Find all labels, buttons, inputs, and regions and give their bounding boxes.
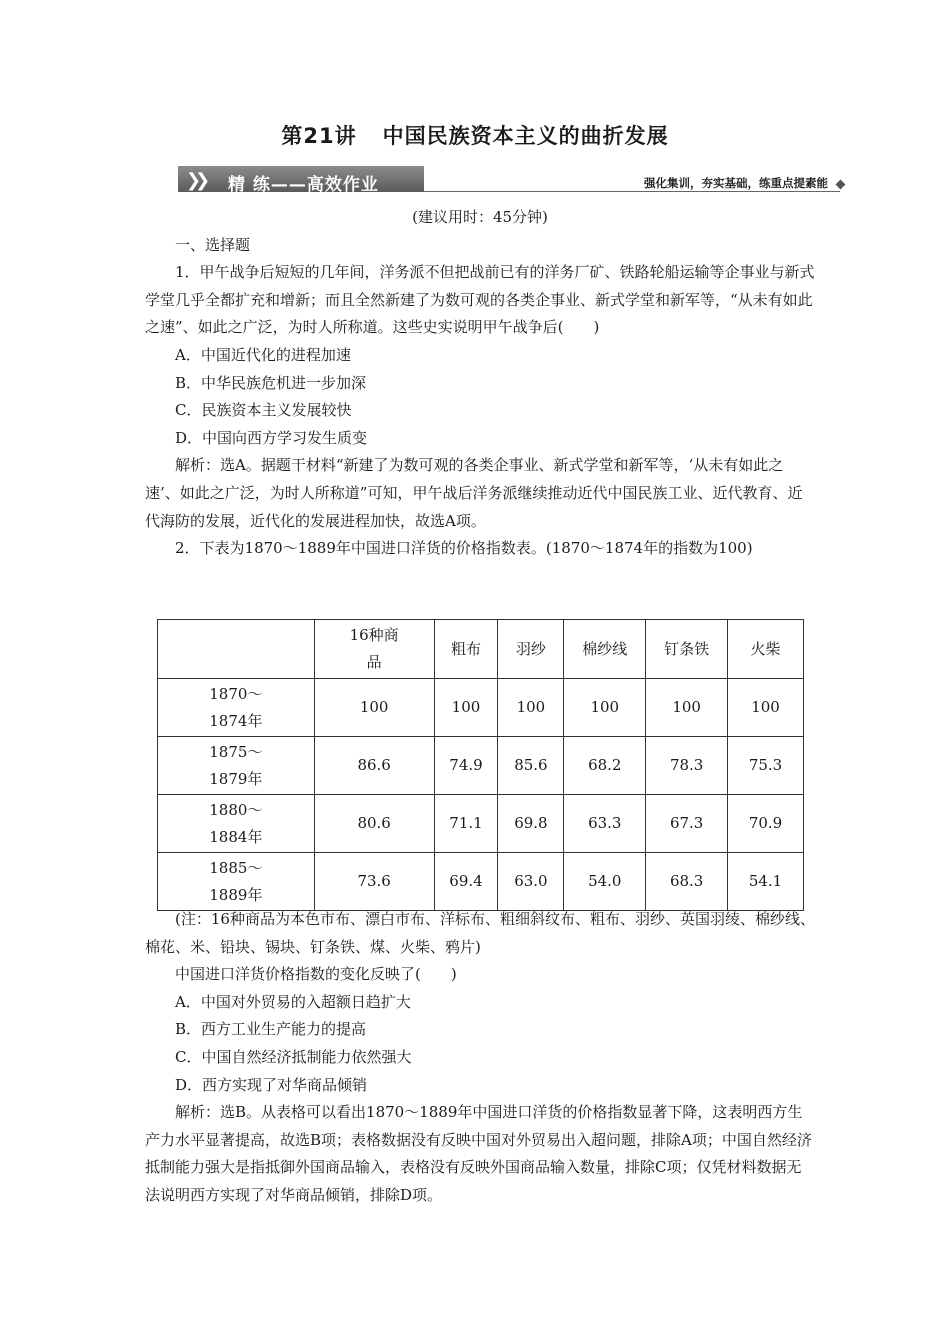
question-2-option-d: D．西方实现了对华商品倾销 (175, 1075, 368, 1094)
table-header-cell: 粗布 (434, 620, 498, 679)
question-block-2 (145, 906, 815, 1210)
table-cell: 54.1 (728, 853, 804, 911)
table-header-cell: 钉条铁 (646, 620, 728, 679)
page-title (0, 120, 950, 150)
table-header-cell (314, 620, 434, 679)
table-cell: 100 (314, 679, 434, 737)
banner-label: 精 练——高效作业 (228, 175, 379, 195)
question-block-1 (145, 204, 815, 563)
question-1-option-d: D．中国向西方学习发生质变 (175, 428, 368, 447)
question-2-option-b: B．西方工业生产能力的提高 (175, 1020, 367, 1039)
table-cell: 54.0 (564, 853, 646, 911)
price-index-table (157, 619, 804, 911)
table-header-cell: 火柴 (728, 620, 804, 679)
banner-slogan: 强化集训，夯实基础，练重点提素能 (644, 176, 828, 190)
table-cell-period (158, 737, 315, 795)
period-label: 1875～1879年 (209, 742, 263, 788)
question-2-stem: 2．下表为1870～1889年中国进口洋货的价格指数表。(1870～1874年的指数为100) (175, 539, 753, 558)
question-2-prompt: 中国进口洋货价格指数的变化反映了( ) (175, 965, 457, 984)
table-cell: 100 (728, 679, 804, 737)
table-cell: 100 (646, 679, 728, 737)
table-cell: 78.3 (646, 737, 728, 795)
table-cell: 71.1 (434, 795, 498, 853)
question-1-stem: 1．甲午战争后短短的几年间，洋务派不但把战前已有的洋务厂矿、铁路轮船运输等企事业与新式学堂几乎全都扩充和增新；而且全然新建了为数可观的各类企事业、新式学堂和新军等，“从未有如此之速”、如此之广泛，为时人所称道。这些史实说明甲午战争后( ) (145, 263, 815, 337)
table-header-cell: 棉纱线 (564, 620, 646, 679)
table-cell-period (158, 853, 315, 911)
table-cell: 100 (564, 679, 646, 737)
question-1-option-a: A．中国近代化的进程加速 (175, 345, 351, 364)
table-header-cell: 羽纱 (498, 620, 564, 679)
table-cell: 63.3 (564, 795, 646, 853)
chevron-right-icon: ❯❯ (186, 170, 205, 191)
lecture-number: 第21讲 (281, 124, 357, 148)
table-cell-period (158, 795, 315, 853)
table-cell: 63.0 (498, 853, 564, 911)
table-cell: 80.6 (314, 795, 434, 853)
table-cell: 100 (434, 679, 498, 737)
banner-divider (424, 191, 840, 192)
table-cell: 86.6 (314, 737, 434, 795)
table-row (158, 737, 804, 795)
table-cell: 100 (498, 679, 564, 737)
period-label: 1885～1889年 (209, 858, 263, 904)
table-cell: 73.6 (314, 853, 434, 911)
table-header-row (158, 620, 804, 679)
question-2-option-a: A．中国对外贸易的入超额日趋扩大 (175, 992, 411, 1011)
question-1-option-c: C．民族资本主义发展较快 (175, 401, 352, 420)
period-label: 1880～1884年 (209, 800, 263, 846)
table-cell: 69.8 (498, 795, 564, 853)
table-row (158, 679, 804, 737)
section-banner (178, 164, 848, 194)
table-row (158, 795, 804, 853)
table-header-cell (158, 620, 315, 679)
table-cell: 85.6 (498, 737, 564, 795)
diamond-icon (836, 180, 846, 190)
table-row (158, 853, 804, 911)
table-cell: 67.3 (646, 795, 728, 853)
table-cell: 74.9 (434, 737, 498, 795)
section-heading: 一、选择题 (175, 235, 251, 254)
question-1-analysis: 解析：选A。据题干材料“新建了为数可观的各类企事业、新式学堂和新军等，‘从未有如此之速’、如此之广泛，为时人所称道”可知，甲午战后洋务派继续推动近代中国民族工业、近代教育、近代海防的发展，近代化的发展进程加快，故选A项。 (145, 456, 803, 530)
question-1-option-b: B．中华民族危机进一步加深 (175, 373, 367, 392)
time-note: (建议用时：45分钟) (412, 208, 548, 226)
table-cell: 69.4 (434, 853, 498, 911)
table-cell: 70.9 (728, 795, 804, 853)
lecture-topic: 中国民族资本主义的曲折发展 (382, 124, 669, 148)
period-label: 1870～1874年 (209, 684, 263, 730)
table-cell: 75.3 (728, 737, 804, 795)
question-2-analysis: 解析：选B。从表格可以看出1870～1889年中国进口洋货的价格指数显著下降，这表明西方生产力水平显著提高，故选B项；表格数据没有反映中国对外贸易出入超问题，排除A项；中国自然经济抵制能力强大是指抵御外国商品输入，表格没有反映外国商品输入数量，排除C项；仅凭材料数据无法说明西方实现了对华商品倾销，排除D项。 (145, 1103, 812, 1204)
table-note: (注：16种商品为本色市布、漂白市布、洋标布、粗细斜纹布、粗布、羽纱、英国羽绫、棉纱线、棉花、米、铅块、锡块、钉条铁、煤、火柴、鸦片) (145, 910, 815, 956)
banner-bar (178, 166, 424, 195)
table-cell: 68.2 (564, 737, 646, 795)
table-cell-period (158, 679, 315, 737)
table-cell: 68.3 (646, 853, 728, 911)
header-16-goods: 16种商品 (349, 626, 399, 671)
question-2-option-c: C．中国自然经济抵制能力依然强大 (175, 1047, 412, 1066)
